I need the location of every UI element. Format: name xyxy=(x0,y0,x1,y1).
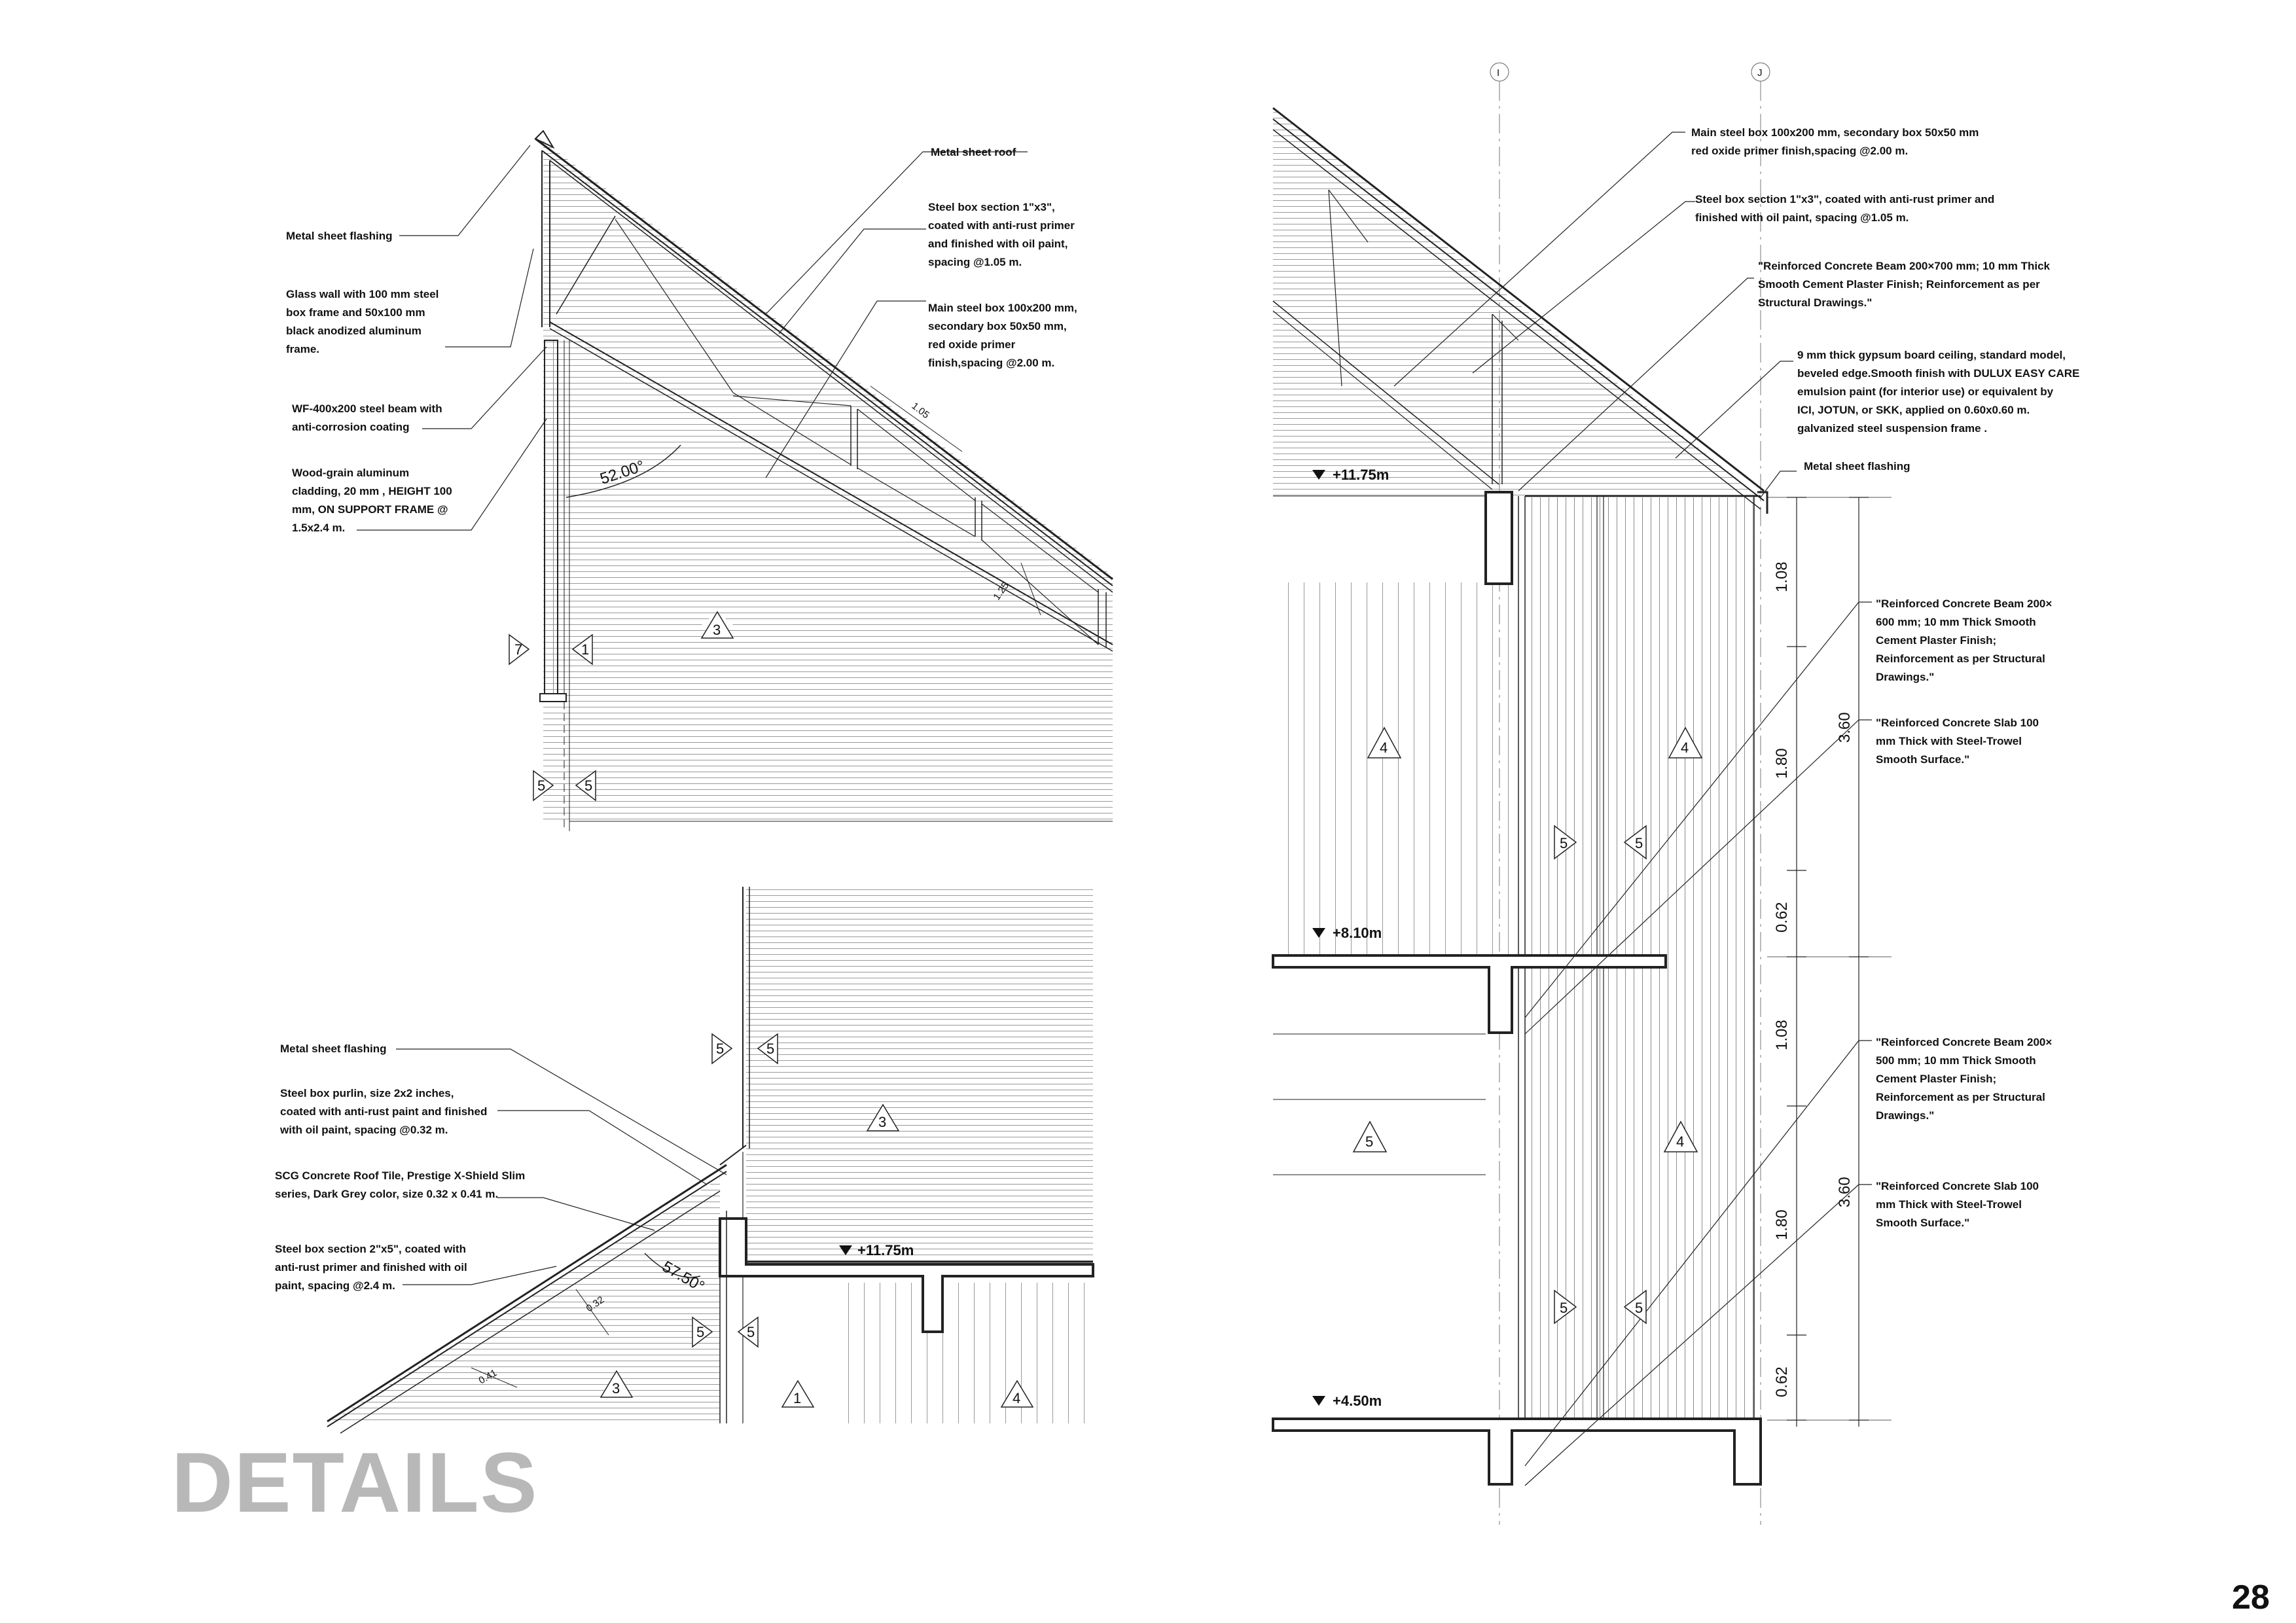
svg-text:3: 3 xyxy=(713,622,721,638)
svg-text:I: I xyxy=(1497,67,1500,79)
detail-b-tag-5d xyxy=(738,1317,758,1347)
detail-c-dim-b180: 1.80 xyxy=(1773,1209,1791,1240)
svg-text:5: 5 xyxy=(716,1041,725,1057)
detail-b-dim-1: 0.32 xyxy=(584,1294,607,1315)
detail-b-eave-section xyxy=(275,887,1096,1433)
detail-c-dim-b360: 3.60 xyxy=(1836,1177,1854,1207)
detail-a-note-cladding: Wood-grain aluminum cladding, 20 mm , HEIGHT 100 mm, ON SUPPORT FRAME @ 1.5x2.4 m. xyxy=(292,467,452,534)
svg-text:4: 4 xyxy=(1013,1390,1021,1406)
detail-b-note-box-section: Steel box section 2"x5", coated with anti-rust primer and finished with oil paint, spacing @2.4 m. xyxy=(275,1243,467,1292)
svg-text:+8.10m: +8.10m xyxy=(1333,925,1382,941)
detail-c-note-main-box: Main steel box 100x200 mm, secondary box 50x50 mm red oxide primer finish,spacing @2.00 m. xyxy=(1691,126,1979,157)
detail-c-dim-a062: 0.62 xyxy=(1773,902,1791,933)
svg-text:1: 1 xyxy=(793,1390,802,1406)
detail-a-tag-7 xyxy=(509,635,529,664)
svg-text:+11.75m: +11.75m xyxy=(1333,467,1390,483)
svg-text:5: 5 xyxy=(747,1324,755,1340)
detail-b-note-purlin: Steel box purlin, size 2x2 inches, coated with anti-rust paint and finished with oil paint, spacing @0.32 m. xyxy=(280,1087,488,1136)
svg-text:5: 5 xyxy=(1560,835,1568,851)
detail-c-note-beam-700: "Reinforced Concrete Beam 200×700 mm; 10 mm Thick Smooth Cement Plaster Finish; Reinforcement as per Structural Drawings." xyxy=(1758,260,2050,309)
svg-text:5: 5 xyxy=(1635,1300,1643,1316)
detail-a-roof-section xyxy=(286,131,1113,831)
detail-c-dim-b062: 0.62 xyxy=(1773,1366,1791,1397)
detail-b-note-flashing: Metal sheet flashing xyxy=(280,1043,387,1055)
page-number: 28 xyxy=(2232,1578,2270,1616)
detail-c-note-gypsum: 9 mm thick gypsum board ceiling, standard model, beveled edge.Smooth finish with DULUX EASY CARE emulsion paint (for interior use) or equivalent by ICI, JOTUN, or SKK, applied on 0.60x0.60 m. galvanized steel suspension frame . xyxy=(1797,349,2080,435)
svg-text:+11.75m: +11.75m xyxy=(857,1242,914,1258)
svg-text:4: 4 xyxy=(1681,740,1689,756)
svg-text:J: J xyxy=(1757,67,1763,79)
svg-text:5: 5 xyxy=(1635,835,1643,851)
svg-text:5: 5 xyxy=(584,777,593,794)
svg-text:4: 4 xyxy=(1380,740,1388,756)
svg-text:5: 5 xyxy=(696,1324,705,1340)
detail-c-dim-a180: 1.80 xyxy=(1773,748,1791,779)
detail-a-dim-2: 1.25 xyxy=(991,580,1012,603)
detail-a-note-glass-wall: Glass wall with 100 mm steel box frame and 50x100 mm black anodized aluminum frame. xyxy=(286,288,439,355)
detail-c-note-flashing: Metal sheet flashing xyxy=(1804,460,1910,473)
detail-a-note-main-box: Main steel box 100x200 mm, secondary box 50x50 mm, red oxide primer finish,spacing @2.00 m. xyxy=(928,302,1077,369)
detail-b-angle: 57.50° xyxy=(659,1257,708,1296)
detail-b-tag-5a xyxy=(712,1034,732,1063)
detail-b-dim-2: 0.41 xyxy=(476,1367,499,1387)
detail-c-level-450 xyxy=(1312,1393,1382,1409)
detail-b-note-tile: SCG Concrete Roof Tile, Prestige X-Shield Slim series, Dark Grey color, size 0.32 x 0.41 m. xyxy=(275,1169,526,1200)
detail-c-dim-a360: 3.60 xyxy=(1836,712,1854,743)
detail-c-wall-section xyxy=(1273,63,2083,1525)
svg-text:4: 4 xyxy=(1676,1133,1685,1150)
detail-c-tag-5c xyxy=(1354,1122,1386,1152)
detail-b-tag-1 xyxy=(782,1381,814,1407)
svg-text:5: 5 xyxy=(537,777,546,794)
detail-c-note-box-section: Steel box section 1"x3", coated with anti-rust primer and finished with oil paint, spacing @1.05 m. xyxy=(1695,193,1995,224)
detail-c-note-beam-600: "Reinforced Concrete Beam 200× 600 mm; 10 mm Thick Smooth Cement Plaster Finish; Reinforcement as per Structural Drawings." xyxy=(1876,597,2053,683)
svg-text:7: 7 xyxy=(514,641,523,658)
svg-text:5: 5 xyxy=(1365,1133,1374,1150)
svg-text:1: 1 xyxy=(581,641,590,658)
detail-c-dim-b108: 1.08 xyxy=(1773,1020,1791,1050)
detail-c-dim-a108: 1.08 xyxy=(1773,562,1791,592)
detail-a-dim-1: 1.05 xyxy=(909,400,932,421)
detail-a-note-box-section: Steel box section 1"x3", coated with anti-rust primer and finished with oil paint, spacing @1.05 m. xyxy=(928,201,1075,268)
svg-text:+4.50m: +4.50m xyxy=(1333,1393,1382,1409)
detail-a-note-roof: Metal sheet roof xyxy=(931,146,1016,158)
svg-text:5: 5 xyxy=(1560,1300,1568,1316)
detail-a-note-wf-beam: WF-400x200 steel beam with anti-corrosion coating xyxy=(292,402,442,433)
detail-a-note-flashing: Metal sheet flashing xyxy=(286,230,393,242)
svg-text:5: 5 xyxy=(766,1041,775,1057)
sheet-title: DETAILS xyxy=(171,1435,539,1530)
detail-c-note-slab-1: "Reinforced Concrete Slab 100 mm Thick with Steel-Trowel Smooth Surface." xyxy=(1876,717,2039,766)
svg-text:3: 3 xyxy=(612,1380,620,1397)
detail-a-angle: 52.00° xyxy=(598,457,647,488)
svg-text:3: 3 xyxy=(878,1114,887,1130)
detail-c-note-slab-2: "Reinforced Concrete Slab 100 mm Thick with Steel-Trowel Smooth Surface." xyxy=(1876,1180,2039,1229)
detail-c-note-beam-500: "Reinforced Concrete Beam 200× 500 mm; 10 mm Thick Smooth Cement Plaster Finish; Reinforcement as per Structural Drawings." xyxy=(1876,1036,2053,1122)
